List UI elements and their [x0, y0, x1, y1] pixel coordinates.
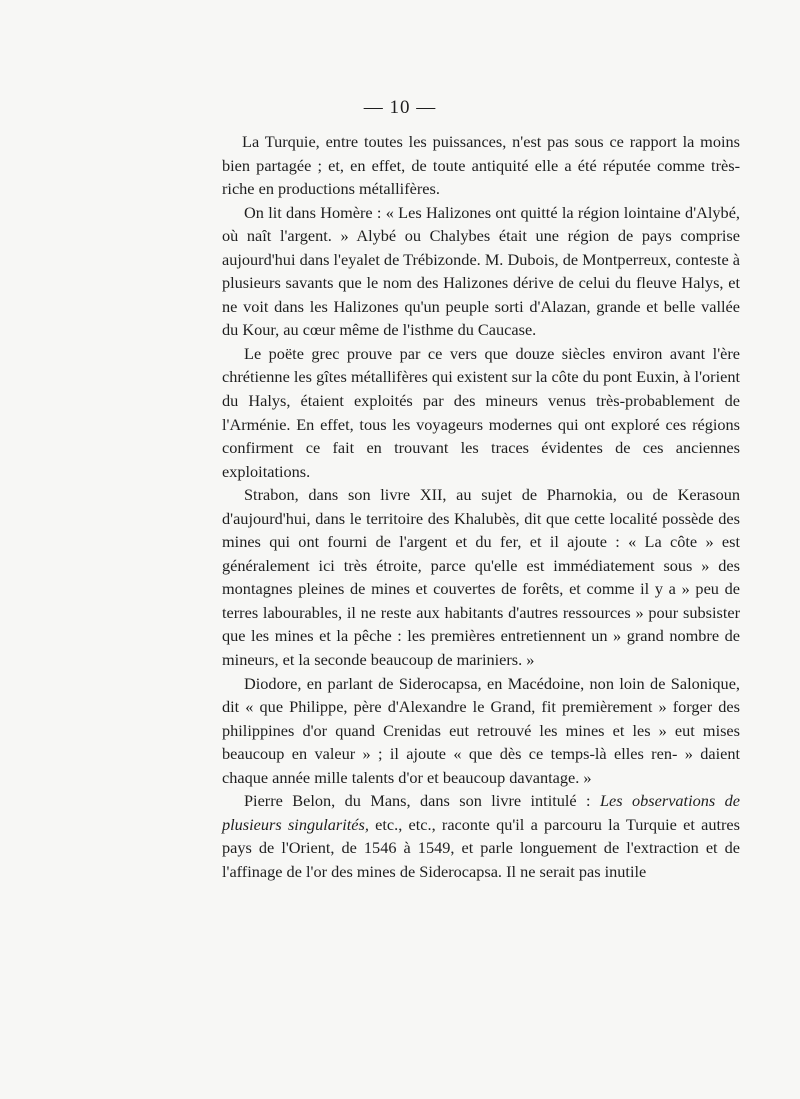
- paragraph-strabon: Strabon, dans son livre XII, au sujet de Pharnokia, ou de Kerasoun d'aujourd'hui, dans le territoire des Khalubès, dit que cette localité possède des mines qui ont fourni de l'argent et du fer, et il ajoute : « La côte » est généralement ici très étroite, parce qu'elle est immédiatement sous » des montagnes pleines de mines et couvertes de forêts, et comme il y a » peu de terres labourables, il ne reste aux habitants d'autres ressources » pour subsister que les mines et la pêche : les premières entretiennent un » grand nombre de mineurs, et la seconde beaucoup de mariniers. »: [222, 485, 740, 670]
- paragraph-homere: On lit dans Homère : « Les Halizones ont quitté la région lointaine d'Alybé, où naît l'argent. » Alybé ou Chalybes était une région de pays comprise aujourd'hui dans l'eyalet de Trébizonde. M. Dubois, de Montperreux, conteste à plusieurs savants que le nom des Halizones dérive de celui du fleuve Halys, et ne voit dans les Halizones qu'un peuple sorti d'Alazan, grande et belle vallée du Kour, au cœur même de l'isthme du Caucase.: [222, 202, 740, 340]
- paragraph-poete-grec: Le poëte grec prouve par ce vers que douze siècles environ avant l'ère chrétienne les gîtes métallifères qui existent sur la côte du pont Euxin, à l'orient du Halys, étaient exploités par des mineurs venus très-probablement de l'Arménie. En effet, tous les voyageurs modernes qui ont exploré ces régions confirment ce fait en trouvant les traces évidentes de ces anciennes exploitations.: [222, 343, 740, 481]
- paragraph-diodore: Diodore, en parlant de Siderocapsa, en Macédoine, non loin de Salonique, dit « que Philippe, père d'Alexandre le Grand, fit premièrement » forger des philippines d'or quand Crenidas eut retrouvé les mines et les » eut mises beaucoup en valeur » ; il ajoute « que dès ce temps-là elles ren- » daient chaque année mille talents d'or et beaucoup davantage. »: [222, 673, 740, 787]
- body-text: [222, 130, 740, 884]
- belon-text-before: Pierre Belon, du Mans, dans son livre intitulé :: [244, 791, 600, 811]
- book-title-italic: Les observations de plusieurs singularités,: [222, 791, 740, 834]
- paragraph-turquie: La Turquie, entre toutes les puissances, n'est pas sous ce rapport la moins bien partagée ; et, en effet, de toute antiquité elle a été réputée comme très-riche en productions métallifères.: [222, 132, 740, 199]
- page-number: — 10 —: [363, 97, 437, 118]
- belon-text-after: etc., etc., raconte qu'il a parcouru la Turquie et autres pays de l'Orient, de 1546 à 1549, et parle longuement de l'extraction et de l'affinage de l'or des mines de Siderocapsa. Il ne serait pas inutile: [222, 814, 740, 881]
- paragraph-belon: [222, 789, 740, 883]
